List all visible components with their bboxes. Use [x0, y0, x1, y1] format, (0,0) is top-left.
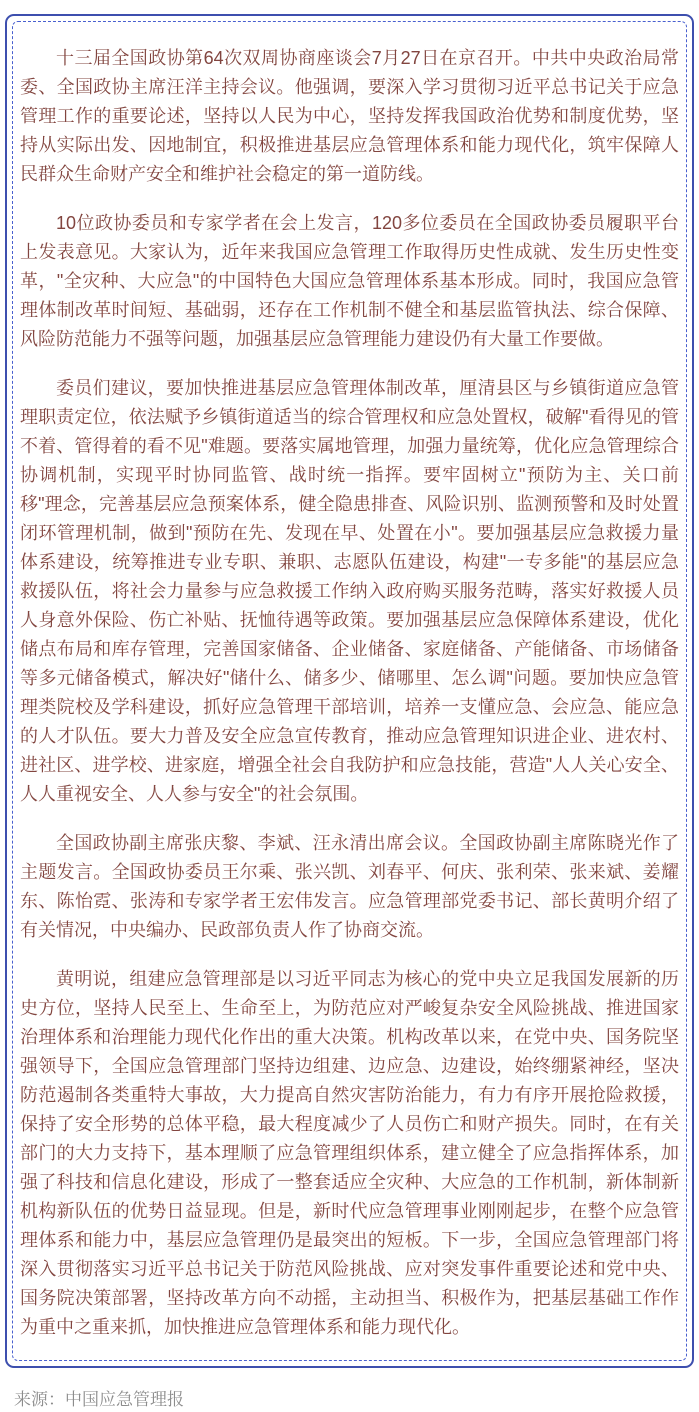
article-dashed-frame — [12, 21, 687, 1361]
article-paragraph-5: 黄明说，组建应急管理部是以习近平同志为核心的党中央立足我国发展新的历史方位，坚持人民至上、生命至上，为防范应对严峻复杂安全风险挑战、推进国家治理体系和治理能力现代化作出的重大决策。机构改革以来，在党中央、国务院坚强领导下，全国应急管理部门坚持边组建、边应急、边建设，始终绷紧神经，坚决防范遏制各类重特大事故，大力提高自然灾害防治能力，有力有序开展抢险救援，保持了安全形势的总体平稳，最大程度减少了人员伤亡和财产损失。同时，在有关部门的大力支持下，基本理顺了应急管理组织体系，建立健全了应急指挥体系，加强了科技和信息化建设，形成了一整套适应全灾种、大应急的工作机制，新体制新机构新队伍的优势日益显现。但是，新时代应急管理事业刚刚起步，在整个应急管理体系和能力中，基层应急管理仍是最突出的短板。下一步，全国应急管理部门将深入贯彻落实习近平总书记关于防范风险挑战、应对突发事件重要论述和党中央、国务院决策部署，坚持改革方向不动摇，主动担当、积极作为，把基层基础工作作为重中之重来抓，加快推进应急管理体系和能力现代化。 — [20, 969, 679, 1337]
source-caption: 来源：中国应急管理报 — [14, 1390, 184, 1409]
article-paragraph-1: 十三届全国政协第64次双周协商座谈会7月27日在京召开。中共中央政治局常委、全国政协主席汪洋主持会议。他强调，要深入学习贯彻习近平总书记关于应急管理工作的重要论述，坚持以人民为中心，坚持发挥我国政治优势和制度优势，坚持从实际出发、因地制宜，积极推进基层应急管理体系和能力现代化，筑牢保障人民群众生命财产安全和维护社会稳定的第一道防线。 — [20, 48, 679, 184]
article-border-box — [5, 14, 694, 1368]
article-paragraph-3: 委员们建议，要加快推进基层应急管理体制改革，厘清县区与乡镇街道应急管理职责定位，依法赋予乡镇街道适当的综合管理权和应急处置权，破解"看得见的管不着、管得着的看不见"难题。要落实属地管理，加强力量统筹，优化应急管理综合协调机制，实现平时协同监管、战时统一指挥。要牢固树立"预防为主、关口前移"理念，完善基层应急预案体系，健全隐患排查、风险识别、监测预警和及时处置闭环管理机制，做到"预防在先、发现在早、处置在小"。要加强基层应急救援力量体系建设，统筹推进专业专职、兼职、志愿队伍建设，构建"一专多能"的基层应急救援队伍，将社会力量参与应急救援工作纳入政府购买服务范畴，落实好救援人员人身意外保险、伤亡补贴、抚恤待遇等政策。要加强基层应急保障体系建设，优化储点布局和库存管理，完善国家储备、企业储备、家庭储备、产能储备、市场储备等多元储备模式，解决好"储什么、储多少、储哪里、怎么调"问题。要加快应急管理类院校及学科建设，抓好应急管理干部培训，培养一支懂应急、会应急、能应急的人才队伍。要大力普及安全应急宣传教育，推动应急管理知识进企业、进农村、进社区、进学校、进家庭，增强全社会自我防护和应急技能，营造"人人关心安全、人人重视安全、人人参与安全"的社会氛围。 — [20, 378, 679, 804]
article-paragraph-2: 10位政协委员和专家学者在会上发言，120多位委员在全国政协委员履职平台上发表意见。大家认为，近年来我国应急管理工作取得历史性成就、发生历史性变革，"全灾种、大应急"的中国特色大国应急管理体系基本形成。同时，我国应急管理体制改革时间短、基础弱，还存在工作机制不健全和基层监管执法、综合保障、风险防范能力不强等问题，加强基层应急管理能力建设仍有大量工作要做。 — [20, 213, 679, 349]
article-paragraph-4: 全国政协副主席张庆黎、李斌、汪永清出席会议。全国政协副主席陈晓光作了主题发言。全国政协委员王尔乘、张兴凯、刘春平、何庆、张利荣、张来斌、姜耀东、陈怡霓、张涛和专家学者王宏伟发言。应急管理部党委书记、部长黄明介绍了有关情况，中央编办、民政部负责人作了协商交流。 — [20, 833, 679, 940]
